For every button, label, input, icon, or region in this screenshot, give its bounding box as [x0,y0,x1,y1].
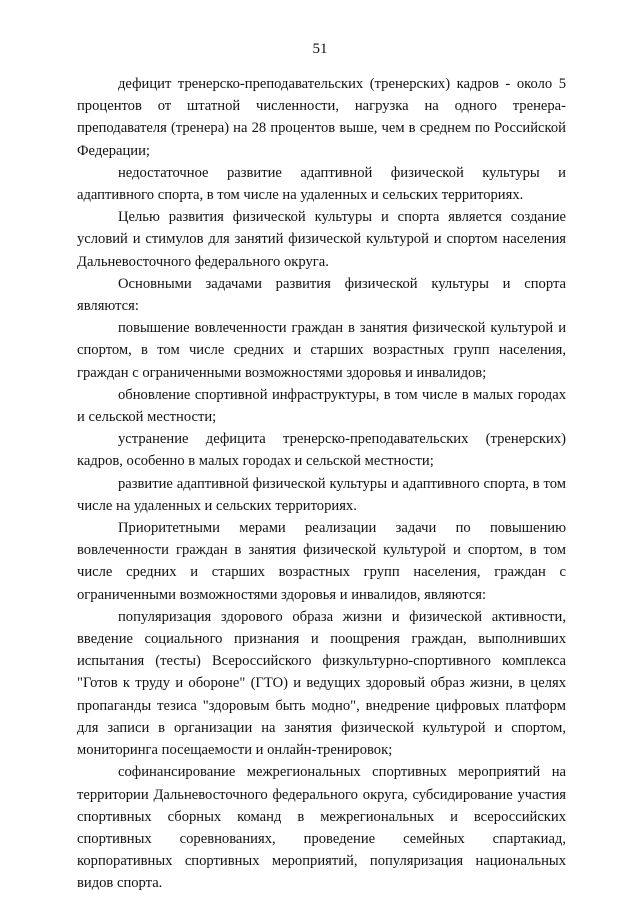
paragraph: Целью развития физической культуры и спорта является создание условий и стимулов для занятий физической культурой и спортом населения Дальневосточного федерального округа. [77,209,566,270]
paragraph: недостаточное развитие адаптивной физической культуры и адаптивного спорта, в том числе на удаленных и сельских территориях. [77,164,566,204]
paragraph: дефицит тренерско-преподавательских (тренерских) кадров - около 5 процентов от штатной численности, нагрузка на одного тренера-преподавателя (тренера) на 28 процентов выше, чем в среднем по Российской Федерации; [77,76,566,159]
paragraph: Приоритетными мерами реализации задачи по повышению вовлеченности граждан в занятия физической культурой и спортом, в том числе средних и старших возрастных групп населения, граждан с ограниченными возможностями здоровья и инвалидов, являются: [77,520,566,603]
paragraph: популяризация здорового образа жизни и физической активности, введение социального признания и поощрения граждан, выполнивших испытания (тесты) Всероссийского физкультурно-спортивного комплекса "Готов к труду и обороне" (ГТО) и ведущих здоровый образ жизни, в целях пропаганды тезиса "здоровым быть модно", внедрение цифровых платформ для записи в организации на занятия физической культурой и спортом, мониторинга посещаемости и онлайн-тренировок; [77,608,566,759]
paragraph: развитие адаптивной физической культуры и адаптивного спорта, в том числе на удаленных и сельских территориях. [77,475,566,514]
page-number: 51 [312,41,328,57]
paragraph: устранение дефицита тренерско-преподавательских (тренерских) кадров, особенно в малых городах и сельской местности; [77,431,566,470]
paragraph: обновление спортивной инфраструктуры, в том числе в малых городах и сельской местности; [77,386,566,426]
paragraph: повышение вовлеченности граждан в занятия физической культурой и спортом, в том числе средних и старших возрастных групп населения, граждан с ограниченными возможностями здоровья и инвалидов; [77,320,566,381]
paragraph: софинансирование межрегиональных спортивных мероприятий на территории Дальневосточного федерального округа, субсидирование участия спортивных сборных команд в межрегиональных и всероссийских спортивных соревнованиях, проведение семейных спартакиад, корпоративных спортивных мероприятий, популяризация национальных видов спорта. [77,764,566,892]
paragraph: Основными задачами развития физической культуры и спорта являются: [77,275,566,315]
document-body [77,73,566,895]
